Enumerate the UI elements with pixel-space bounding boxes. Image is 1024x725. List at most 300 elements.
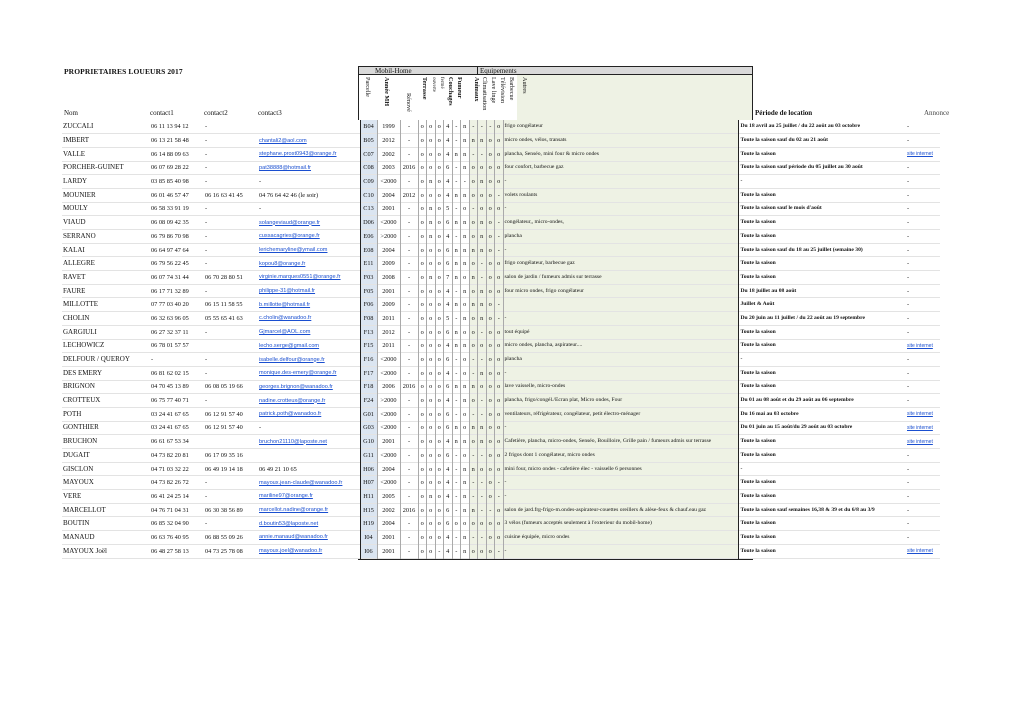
contact2 — [204, 435, 258, 449]
annee-mh: >2000 — [377, 394, 400, 408]
annonce[interactable] — [906, 407, 940, 421]
renove: - — [400, 490, 418, 504]
contact3-link[interactable]: marcellot.nadine@orange.fr — [259, 507, 329, 514]
contact3-link[interactable]: bruchon21110@laposte.net — [259, 438, 327, 445]
attribute-cell: o — [469, 216, 478, 230]
attribute-cell: - — [452, 312, 461, 326]
attribute-cell: n — [461, 503, 470, 517]
periode-location: Toute la saison — [740, 273, 776, 280]
attribute-cell: - — [478, 394, 487, 408]
parcelle: G11 — [360, 449, 377, 463]
annonce-link[interactable]: site internet — [907, 411, 933, 418]
contact3[interactable] — [258, 134, 360, 148]
attribute-cell: o — [427, 188, 436, 202]
attribute-cell: o — [427, 421, 436, 435]
attribute-cell: o — [486, 188, 495, 202]
renove: - — [400, 257, 418, 271]
contact3[interactable] — [258, 271, 360, 285]
parcelle: H06 — [360, 462, 377, 476]
contact3[interactable] — [258, 339, 360, 353]
annonce[interactable] — [906, 435, 940, 449]
attribute-cell: - — [469, 490, 478, 504]
attribute-cell: - — [478, 449, 487, 463]
attribute-cell: 4 — [444, 462, 453, 476]
periode-location: Toute la saison — [740, 219, 776, 226]
attribute-cell: o — [486, 134, 495, 148]
renove: - — [400, 339, 418, 353]
attribute-cell: - — [486, 503, 495, 517]
annonce-link[interactable]: site internet — [907, 342, 933, 349]
contact2: 06 12 91 57 40 — [205, 424, 243, 432]
attribute-cell: o — [486, 284, 495, 298]
renove: 2016 — [400, 503, 418, 517]
attribute-cell: - — [478, 120, 487, 134]
annonce: - — [907, 533, 910, 541]
annonce: - — [907, 164, 910, 172]
contact3[interactable] — [258, 312, 360, 326]
contact3-link[interactable]: mariline97@orange.fr — [259, 493, 313, 500]
contact3[interactable] — [258, 216, 360, 230]
attribute-cell: o — [486, 462, 495, 476]
annonce: - — [907, 219, 910, 227]
renove: - — [400, 407, 418, 421]
attribute-cell: n — [452, 298, 461, 312]
parcelle: H11 — [360, 490, 377, 504]
contact3-link[interactable]: virginie.marques0551@orange.fr — [259, 274, 341, 281]
attribute-cell: n — [478, 435, 487, 449]
periode-location: - — [740, 465, 743, 472]
renove: - — [400, 298, 418, 312]
table-row — [62, 407, 940, 421]
contact3-link[interactable]: Gjmarcel@AOL.com — [259, 329, 311, 336]
owner-name: RAVET — [63, 272, 86, 281]
contact2: 06 08 05 19 66 — [205, 383, 243, 391]
owner-name: MANAUD — [63, 532, 95, 541]
contact3-link[interactable]: lerichemaryline@ymail.com — [259, 247, 328, 254]
annonce: - — [907, 191, 910, 199]
attribute-cell: o — [435, 271, 444, 285]
renove: - — [400, 284, 418, 298]
contact3-link[interactable]: lecho.serge@gmail.com — [259, 342, 320, 349]
attribute-cell: o — [486, 147, 495, 161]
attribute-cell: - — [478, 147, 487, 161]
contact3[interactable] — [258, 298, 360, 312]
contact1: 07 77 03 40 20 — [151, 301, 189, 309]
annonce: - — [907, 287, 910, 295]
attribute-cell: o — [435, 257, 444, 271]
attribute-cell: - — [452, 462, 461, 476]
owner-name: LARDY — [63, 177, 88, 186]
attribute-cell: o — [418, 243, 427, 257]
contact3-link[interactable]: solangeviaud@orange.fr — [259, 219, 321, 226]
contact1: 06 07 69 28 22 — [151, 164, 189, 172]
owner-name: ALLEGRE — [63, 259, 95, 268]
attribute-cell: - — [452, 284, 461, 298]
attribute-cell: o — [495, 394, 504, 408]
attribute-cell: o — [486, 325, 495, 339]
attribute-cell: o — [418, 449, 427, 463]
attribute-cell: o — [418, 435, 427, 449]
attribute-cell: 4 — [444, 188, 453, 202]
table-row — [62, 435, 940, 449]
contact3-link[interactable]: nadine.crotteux@orange.fr — [259, 397, 326, 404]
parcelle: C13 — [360, 202, 377, 216]
attribute-cell: o — [435, 284, 444, 298]
attribute-cell: - — [495, 490, 504, 504]
attribute-cell: o — [469, 325, 478, 339]
table-row — [62, 216, 940, 230]
annonce[interactable] — [906, 544, 940, 558]
parcelle: F16 — [360, 353, 377, 367]
parcelle: F17 — [360, 366, 377, 380]
annee-mh: 2001 — [377, 284, 400, 298]
contact3-link[interactable]: isabelle.delfour@orange.fr — [259, 356, 325, 363]
attribute-cell: n — [461, 257, 470, 271]
attribute-cell: o — [461, 517, 470, 531]
parcelle: C09 — [360, 175, 377, 189]
annonce: - — [907, 178, 910, 186]
parcelle: I06 — [360, 544, 377, 558]
owner-name: PORCHER-GUINET — [63, 163, 124, 172]
periode-location: Toute la saison sauf du 02 au 21 août — [740, 137, 828, 144]
contact3: - — [259, 424, 262, 432]
parcelle: G03 — [360, 421, 377, 435]
contact3[interactable] — [258, 243, 360, 257]
attribute-cell: o — [418, 517, 427, 531]
contact3[interactable] — [258, 407, 360, 421]
contact2: - — [205, 150, 208, 158]
attribute-cell: o — [427, 284, 436, 298]
annee-mh: 2004 — [377, 243, 400, 257]
owner-name: LECHOWICZ — [63, 341, 105, 350]
equipements-autres: 2 frigos dont 1 congélateur, micro ondes — [503, 449, 738, 463]
contact3-link[interactable]: mayoux.jean-claude@wanadoo.fr — [259, 479, 343, 486]
attribute-cell: o — [427, 298, 436, 312]
equipements-autres: salon de jardin / fumeurs admis sur terrasse — [503, 271, 738, 285]
contact3: - — [259, 205, 262, 213]
attribute-cell: 4 — [444, 531, 453, 545]
annee-mh: <2000 — [377, 175, 400, 189]
table-row — [62, 257, 940, 271]
attribute-cell: o — [435, 230, 444, 244]
annee-mh: <2000 — [377, 449, 400, 463]
attribute-cell: 4 — [444, 175, 453, 189]
attribute-cell: - — [452, 353, 461, 367]
contact3[interactable] — [258, 147, 360, 161]
contact3[interactable] — [258, 366, 360, 380]
periode-location: Toute la saison — [740, 342, 776, 349]
attribute-cell: n — [478, 230, 487, 244]
attribute-cell: o — [469, 517, 478, 531]
contact3[interactable] — [258, 161, 360, 175]
owner-name: BOUTIN — [63, 519, 90, 528]
table-row — [62, 284, 940, 298]
attribute-cell: o — [435, 531, 444, 545]
contact1: 06 32 63 96 05 — [151, 314, 189, 322]
equipements-autres: - — [503, 366, 738, 380]
renove: - — [400, 544, 418, 558]
owner-name: MAYOUX Joël — [63, 546, 107, 555]
attribute-cell: n — [461, 216, 470, 230]
contact3 — [258, 449, 360, 463]
table-row — [62, 298, 940, 312]
contact1: 04 71 03 32 22 — [151, 465, 189, 473]
attribute-cell: 4 — [444, 490, 453, 504]
header-annonce: Annonce — [924, 109, 950, 117]
renove: - — [400, 435, 418, 449]
contact3-link[interactable]: patrick.poth@wanadoo.fr — [259, 411, 322, 418]
contact3-link[interactable]: georges.brignon@wanadoo.fr — [259, 383, 333, 390]
owner-name: SERRANO — [63, 231, 96, 240]
contact3-link[interactable]: monique.des-emery@orange.fr — [259, 370, 337, 377]
attribute-cell: - — [452, 175, 461, 189]
attribute-cell: o — [418, 120, 427, 134]
contact3[interactable] — [258, 325, 360, 339]
contact3-link[interactable]: mayoux.joel@wanadoo.fr — [259, 548, 323, 555]
attribute-cell: o — [435, 407, 444, 421]
attribute-cell: n — [461, 490, 470, 504]
attribute-cell: - — [478, 503, 487, 517]
contact3-link[interactable]: pat38888@hotmail.fr — [259, 164, 312, 171]
attribute-cell: - — [452, 476, 461, 490]
owner-name: MOULY — [63, 204, 88, 213]
table-row — [62, 366, 940, 380]
periode-location: - — [740, 178, 743, 185]
attribute-cell: o — [427, 476, 436, 490]
equipements-autres: - — [503, 421, 738, 435]
owner-name: DES EMERY — [63, 368, 103, 377]
owner-name: MOUNIER — [63, 190, 96, 199]
attribute-cell: n — [461, 188, 470, 202]
contact3[interactable] — [258, 380, 360, 394]
attribute-cell: o — [495, 503, 504, 517]
contact2: - — [205, 492, 208, 500]
attribute-cell: n — [452, 243, 461, 257]
contact1: 06 81 62 02 15 — [151, 369, 189, 377]
contact2: 06 49 19 14 18 — [205, 465, 243, 473]
attribute-cell: n — [461, 531, 470, 545]
attribute-cell: - — [452, 202, 461, 216]
contact2: - — [205, 369, 208, 377]
parcelle: C07 — [360, 147, 377, 161]
equipements-autres: volets roulants — [503, 188, 738, 202]
attribute-cell: n — [469, 462, 478, 476]
owner-name: MARCELLOT — [63, 505, 106, 514]
attribute-cell: o — [427, 380, 436, 394]
attribute-cell: n — [452, 421, 461, 435]
annee-mh: 2009 — [377, 257, 400, 271]
attribute-cell: n — [427, 175, 436, 189]
owner-name: DUGAIT — [63, 450, 90, 459]
annonce[interactable] — [906, 339, 940, 353]
contact3[interactable] — [258, 476, 360, 490]
periode-location: Toute la saison — [740, 191, 776, 198]
annee-mh: 2001 — [377, 544, 400, 558]
attribute-cell: o — [427, 339, 436, 353]
annonce-link[interactable]: site internet — [907, 548, 933, 555]
contact3[interactable] — [258, 503, 360, 517]
contact3-link[interactable]: d.boutin53@laposte.net — [259, 520, 319, 527]
attribute-cell: o — [461, 407, 470, 421]
annee-mh: 2011 — [377, 312, 400, 326]
parcelle: F08 — [360, 312, 377, 326]
attribute-cell: - — [495, 216, 504, 230]
contact3[interactable] — [258, 353, 360, 367]
contact2: 06 30 38 56 89 — [205, 506, 243, 514]
periode-location: Toute la saison sauf période du 05 juillet au 30 août — [740, 164, 863, 171]
table-row — [62, 147, 940, 161]
contact3[interactable] — [258, 394, 360, 408]
contact1: 06 75 77 40 71 — [151, 397, 189, 405]
attribute-cell: n — [452, 339, 461, 353]
attribute-cell: o — [486, 476, 495, 490]
attribute-cell: - — [452, 134, 461, 148]
periode-location: - — [740, 356, 743, 363]
owner-name: BRUCHON — [63, 437, 98, 446]
contact3[interactable] — [258, 490, 360, 504]
attribute-cell: n — [478, 421, 487, 435]
attribute-cell: - — [469, 476, 478, 490]
attribute-cell: o — [427, 449, 436, 463]
attribute-cell: o — [427, 120, 436, 134]
parcelle: E08 — [360, 243, 377, 257]
periode-location: Toute la saison — [740, 232, 776, 239]
equipements-autres: salon de jard.frg-frigo-m.ondes-aspirateur-couettes oreillers & alèse-feux & chauf.eau gaz — [503, 503, 738, 517]
annonce[interactable] — [906, 421, 940, 435]
contact3-link[interactable]: cussacagries@orange.fr — [259, 233, 320, 240]
annee-mh: 2001 — [377, 202, 400, 216]
attribute-cell: 4 — [444, 435, 453, 449]
attribute-cell: o — [469, 435, 478, 449]
annonce: - — [907, 520, 910, 528]
vertical-header-panel — [358, 75, 753, 120]
attribute-cell: o — [495, 407, 504, 421]
attribute-cell: o — [469, 188, 478, 202]
attribute-cell: o — [469, 394, 478, 408]
attribute-cell: - — [452, 531, 461, 545]
attribute-cell: o — [486, 312, 495, 326]
annee-mh: 2003 — [377, 161, 400, 175]
contact3-link[interactable]: philippe-31@hotmail.fr — [259, 288, 316, 295]
attribute-cell: n — [469, 503, 478, 517]
attribute-cell: o — [427, 531, 436, 545]
attribute-cell: o — [461, 271, 470, 285]
parcelle: C08 — [360, 161, 377, 175]
header-nom: Nom — [64, 109, 78, 117]
renove: - — [400, 462, 418, 476]
contact3-link[interactable]: b.millotte@hotmail.fr — [259, 301, 311, 308]
attribute-cell: n — [427, 490, 436, 504]
table-row — [62, 243, 940, 257]
attribute-cell: - — [452, 503, 461, 517]
attribute-cell: n — [461, 230, 470, 244]
parcelle: F05 — [360, 284, 377, 298]
attribute-cell: o — [418, 503, 427, 517]
attribute-cell: o — [435, 394, 444, 408]
contact3[interactable] — [258, 531, 360, 545]
attribute-cell: 6 — [444, 243, 453, 257]
contact3-link[interactable]: stephane.prost0943@orange.fr — [259, 151, 337, 158]
contact1: 06 79 86 70 98 — [151, 232, 189, 240]
annonce-link[interactable]: site internet — [907, 438, 933, 445]
owner-name: FAURE — [63, 286, 86, 295]
attribute-cell: 4 — [444, 230, 453, 244]
contact3: 04 76 64 42 46 (le soir) — [259, 191, 319, 199]
attribute-cell: o — [469, 284, 478, 298]
attribute-cell: - — [478, 353, 487, 367]
attribute-cell: o — [435, 120, 444, 134]
contact3[interactable] — [258, 257, 360, 271]
contact3[interactable] — [258, 230, 360, 244]
attribute-cell: o — [418, 284, 427, 298]
contact3[interactable] — [258, 544, 360, 558]
attribute-cell: o — [435, 353, 444, 367]
contact2: - — [205, 287, 208, 295]
contact3-link[interactable]: chantali2@aol.com — [259, 137, 307, 144]
attribute-cell: n — [461, 134, 470, 148]
owner-name: MAYOUX — [63, 478, 94, 487]
contact3[interactable] — [258, 435, 360, 449]
attribute-cell: n — [452, 257, 461, 271]
equipements-autres: - — [503, 202, 738, 216]
table-row — [62, 421, 940, 435]
renove: - — [400, 394, 418, 408]
attribute-cell: n — [469, 421, 478, 435]
annonce[interactable] — [906, 147, 940, 161]
annonce: - — [907, 232, 910, 240]
renove: - — [400, 230, 418, 244]
attribute-cell: n — [461, 380, 470, 394]
contact1: 06 07 74 31 44 — [151, 273, 189, 281]
equipements-autres: mini four, micro ondes - cafetière élec - vaisselle 6 personnes — [503, 462, 738, 476]
attribute-cell: o — [461, 353, 470, 367]
vheader-autres: Autres — [521, 77, 528, 94]
table-row — [62, 120, 940, 134]
attribute-cell: o — [418, 531, 427, 545]
table-row — [62, 544, 940, 558]
attribute-cell: o — [435, 243, 444, 257]
attribute-cell: 5 — [444, 202, 453, 216]
annee-mh: >2000 — [377, 230, 400, 244]
attribute-cell: o — [427, 517, 436, 531]
table-row — [62, 503, 940, 517]
annonce-link[interactable]: site internet — [907, 151, 933, 158]
equipements-autres: frigo congélateur, barbecue gaz — [503, 257, 738, 271]
annee-mh: 2009 — [377, 298, 400, 312]
parcelle: F13 — [360, 325, 377, 339]
contact3[interactable] — [258, 517, 360, 531]
contact1: 04 73 82 26 72 — [151, 479, 189, 487]
attribute-cell: o — [435, 175, 444, 189]
attribute-cell: n — [452, 325, 461, 339]
contact3: 06 49 21 10 65 — [259, 465, 297, 473]
owner-name: GARGIULI — [63, 327, 97, 336]
contact3[interactable] — [258, 284, 360, 298]
annonce-link[interactable]: site internet — [907, 424, 933, 431]
attribute-cell: - — [478, 490, 487, 504]
attribute-cell: n — [469, 380, 478, 394]
table-row — [62, 271, 940, 285]
attribute-cell: o — [435, 147, 444, 161]
owner-name: DELFOUR / QUEROY — [63, 355, 130, 364]
header-contact3: contact3 — [258, 109, 282, 117]
contact3-link[interactable]: annie.manaud@wanadoo.fr — [259, 534, 328, 541]
contact3-link[interactable]: kopou8@orange.fr — [259, 260, 306, 267]
contact3-link[interactable]: c.cholin@wanadoo.fr — [259, 315, 312, 322]
contact1: 04 73 82 20 81 — [151, 451, 189, 459]
owner-name: CHOLIN — [63, 313, 90, 322]
equipements-autres: plancha, frigo/congél./Ecran plat, Micro ondes, Four — [503, 394, 738, 408]
